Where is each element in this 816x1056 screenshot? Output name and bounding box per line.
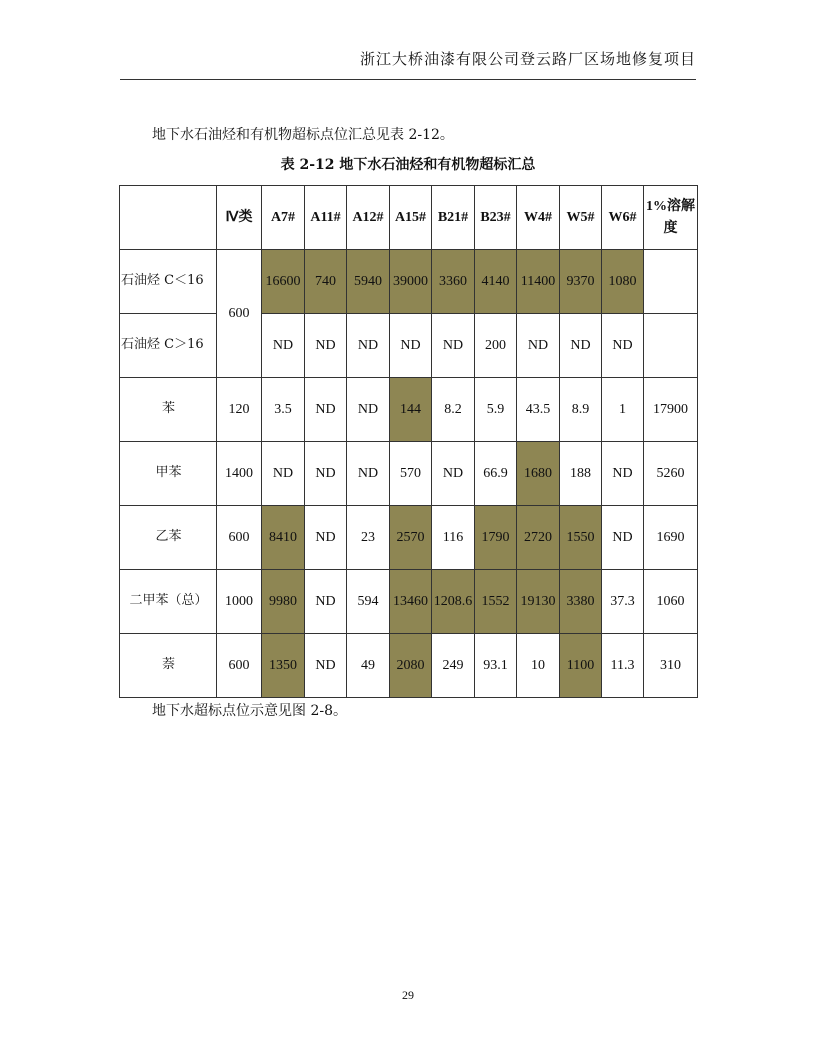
value-cell: ND [347,442,390,506]
value-cell: 23 [347,506,390,570]
column-header: A7# [262,186,305,250]
column-header: Ⅳ类 [217,186,262,250]
value-cell: ND [390,314,432,378]
value-cell: 5.9 [475,378,517,442]
page-number: 29 [402,988,414,1002]
value-cell: ND [602,506,644,570]
column-header: A15# [390,186,432,250]
header-divider [120,79,696,80]
value-cell: 2720 [517,506,560,570]
value-cell: ND [262,442,305,506]
value-cell: 16600 [262,250,305,314]
table-row [120,378,698,442]
value-cell: 93.1 [475,634,517,698]
class-iv-standard: 1000 [217,570,262,634]
class-iv-standard: 120 [217,378,262,442]
value-cell: 116 [432,506,475,570]
value-cell: 10 [517,634,560,698]
value-cell: 4140 [475,250,517,314]
row-label: 萘 [120,634,217,698]
value-cell: ND [517,314,560,378]
table-row [120,442,698,506]
table-row [120,570,698,634]
value-cell: ND [560,314,602,378]
value-cell: 13460 [390,570,432,634]
value-cell: ND [602,442,644,506]
value-cell: 19130 [517,570,560,634]
value-cell: ND [347,314,390,378]
value-cell: ND [347,378,390,442]
footnote-paragraph: 地下水超标点位示意见图 2-8。 [152,703,347,719]
column-header: 1%溶解度 [644,186,698,250]
column-header: W5# [560,186,602,250]
solubility-cell [644,314,698,378]
value-cell: 1550 [560,506,602,570]
value-cell: 8410 [262,506,305,570]
column-header: B23# [475,186,517,250]
value-cell: 8.9 [560,378,602,442]
class-iv-standard: 600 [217,634,262,698]
value-cell: 49 [347,634,390,698]
value-cell: 8.2 [432,378,475,442]
class-iv-standard: 600 [217,506,262,570]
value-cell: 2080 [390,634,432,698]
value-cell: ND [602,314,644,378]
row-label: 苯 [120,378,217,442]
value-cell: 594 [347,570,390,634]
value-cell: 39000 [390,250,432,314]
value-cell: 2570 [390,506,432,570]
value-cell: ND [305,314,347,378]
value-cell: ND [305,506,347,570]
value-cell: 1680 [517,442,560,506]
value-cell: ND [305,570,347,634]
table-row [120,634,698,698]
solubility-cell: 1060 [644,570,698,634]
table-header-row [120,186,698,250]
value-cell: ND [432,314,475,378]
value-cell: 249 [432,634,475,698]
value-cell: 3360 [432,250,475,314]
class-iv-standard: 1400 [217,442,262,506]
column-header: B21# [432,186,475,250]
row-label: 甲苯 [120,442,217,506]
value-cell: 1100 [560,634,602,698]
table-row [120,314,698,378]
value-cell: 144 [390,378,432,442]
row-label: 石油烃 C＜16 [120,250,217,314]
value-cell: 43.5 [517,378,560,442]
value-cell: 1208.6 [432,570,475,634]
solubility-cell [644,250,698,314]
column-header [120,186,217,250]
row-label: 石油烃 C＞16 [120,314,217,378]
table-row [120,250,698,314]
intro-paragraph: 地下水石油烃和有机物超标点位汇总见表 2-12。 [152,127,454,143]
value-cell: ND [305,634,347,698]
table-row [120,506,698,570]
value-cell: ND [305,378,347,442]
value-cell: 9980 [262,570,305,634]
value-cell: ND [432,442,475,506]
value-cell: 1080 [602,250,644,314]
solubility-cell: 17900 [644,378,698,442]
value-cell: 3380 [560,570,602,634]
value-cell: 11.3 [602,634,644,698]
value-cell: 570 [390,442,432,506]
solubility-cell: 1690 [644,506,698,570]
value-cell: 1 [602,378,644,442]
value-cell: 9370 [560,250,602,314]
value-cell: 1350 [262,634,305,698]
class-iv-standard: 600 [217,250,262,378]
table-caption: 表 2-12 地下水石油烃和有机物超标汇总 [280,157,536,173]
column-header: A11# [305,186,347,250]
value-cell: 66.9 [475,442,517,506]
column-header: W6# [602,186,644,250]
column-header: W4# [517,186,560,250]
value-cell: 5940 [347,250,390,314]
value-cell: 200 [475,314,517,378]
row-label: 乙苯 [120,506,217,570]
column-header: A12# [347,186,390,250]
value-cell: 1552 [475,570,517,634]
page-header: 浙江大桥油漆有限公司登云路厂区场地修复项目 [359,50,696,68]
value-cell: ND [305,442,347,506]
value-cell: 1790 [475,506,517,570]
value-cell: 188 [560,442,602,506]
value-cell: 37.3 [602,570,644,634]
exceedance-table [119,185,698,698]
value-cell: ND [262,314,305,378]
value-cell: 740 [305,250,347,314]
solubility-cell: 310 [644,634,698,698]
solubility-cell: 5260 [644,442,698,506]
value-cell: 3.5 [262,378,305,442]
row-label: 二甲苯（总） [120,570,217,634]
value-cell: 11400 [517,250,560,314]
